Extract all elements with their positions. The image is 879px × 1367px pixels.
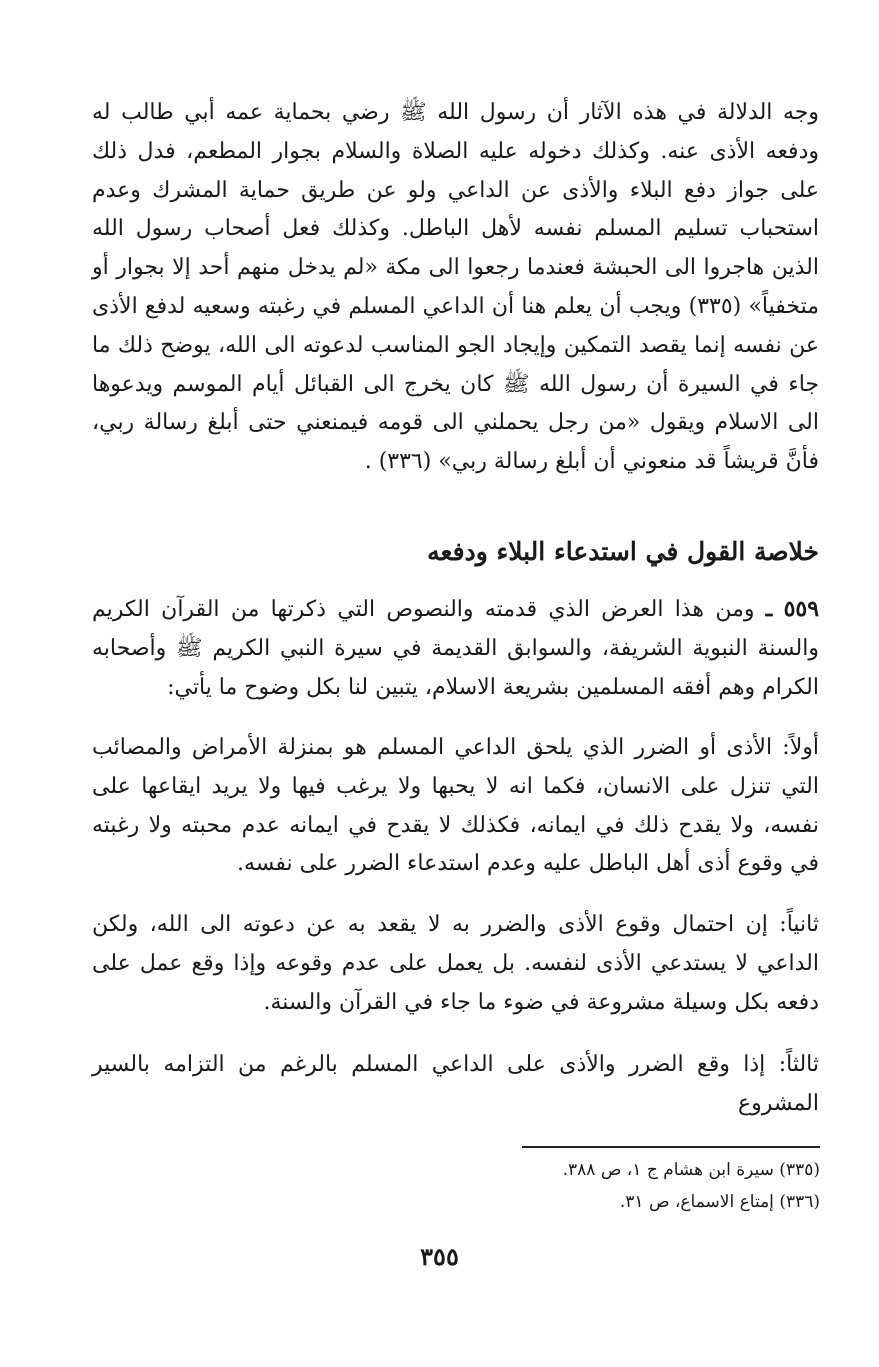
- footnote-336: (٣٣٦) إمتاع الاسماع، ص ٣١.: [619, 1192, 820, 1212]
- paragraph-559: [92, 590, 819, 707]
- paragraph-first-point: أولاً: الأذى أو الضرر الذي يلحق الداعي المسلم هو بمنزلة الأمراض والمصائب التي تنزل على الانسان، فكما انه لا يحبها ولا يرغب فيها ولا يريد ايقاعها على نفسه، ولا يقدح ذلك في ايمانه، فكذلك لا يقدح في ايمانه عدم محبته ولا رغبته في وقوع أذى أهل الباطل عليه وعدم استدعاء الضرر على نفسه.: [92, 735, 819, 877]
- footnote-divider: [522, 1146, 820, 1148]
- paragraph-text: ومن هذا العرض الذي قدمته والنصوص التي ذكرتها من القرآن الكريم والسنة النبوية الشريفة، والسوابق القديمة في سيرة النبي الكريم ﷺ وأصحابه الكرام وهم أفقه المسلمين بشريعة الاسلام، يتبين لنا بكل وضوح ما يأتي:: [92, 597, 819, 700]
- paragraph-evidence: [92, 94, 819, 482]
- paragraph-second-point: ثانياً: إن احتمال وقوع الأذى والضرر به لا يقعد به عن دعوته الى الله، ولكن الداعي لا يستدعي الأذى لنفسه. بل يعمل على عدم وقوعه وإذا وقع عمل على دفعه بكل وسيلة مشروعة في ضوء ما جاء في القرآن والسنة.: [92, 912, 819, 1015]
- paragraph-dash: ـ: [765, 596, 773, 622]
- paragraph-third-point: ثالثاً: إذا وقع الضرر والأذى على الداعي المسلم بالرغم من التزامه بالسير المشروع: [92, 1052, 819, 1116]
- footnote-335: (٣٣٥) سيرة ابن هشام ج ١، ص ٣٨٨.: [562, 1160, 820, 1180]
- paragraph-text: وجه الدلالة في هذه الآثار أن رسول الله ﷺ رضي بحماية عمه أبي طالب له ودفعه الأذى عنه. وكذلك دخوله عليه الصلاة والسلام بجوار المطعم، فدل ذلك على جواز دفع البلاء والأذى عن الداعي ولو عن طريق حماية المشرك وعدم استحباب تسليم المسلم نفسه لأهل الباطل. وكذلك فعل أصحاب رسول الله الذين هاجروا الى الحبشة فعندما رجعوا الى مكة «لم يدخل منهم أحد إلا بجوار أو متخفياً» (٣٣٥) ويجب أن يعلم هنا أن الداعي المسلم في رغبته وسعيه لدفع الأذى عن نفسه إنما يقصد التمكين وإيجاد الجو المناسب لدعوته الى الله، يوضح ذلك ما جاء في السيرة أن رسول الله ﷺ كان يخرج الى القبائل أيام الموسم ويدعوها الى الاسلام ويقول «من رجل يحملني الى قومه فيمنعني حتى أبلغ رسالة ربي، فأنَّ قريشاً قد منعوني أن أبلغ رسالة ربي» (٣٣٦) .: [92, 100, 819, 475]
- paragraph-number: ٥٥٩: [783, 596, 820, 622]
- section-heading: خلاصة القول في استدعاء البلاء ودفعه: [427, 537, 819, 566]
- footnotes: [420, 1154, 820, 1218]
- page-number: ٣٥٥: [420, 1242, 459, 1271]
